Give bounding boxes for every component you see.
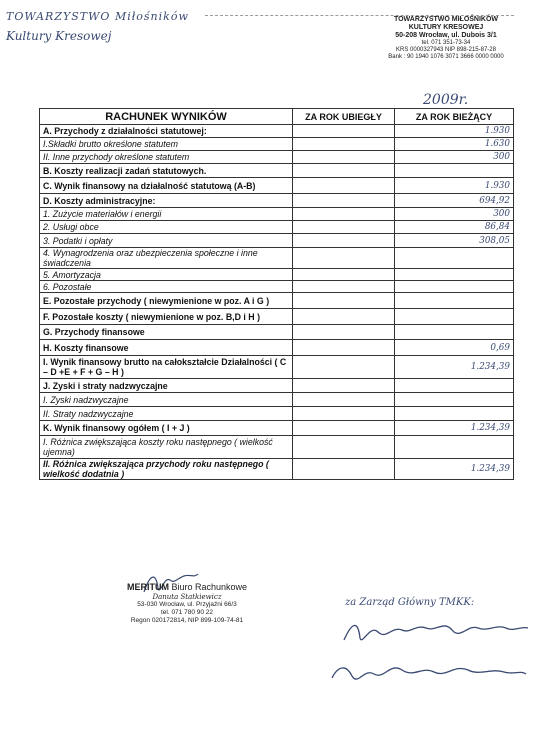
previous-year-value (293, 208, 395, 221)
previous-year-value (293, 125, 395, 138)
row-label: I. Różnica zwiększająca koszty roku następnego ( wielkość ujemna) (40, 436, 293, 459)
table-row (40, 125, 514, 138)
stamp-bank: Bank : 90 1940 1076 3071 3666 0000 0000 (388, 54, 504, 60)
previous-year-value (293, 356, 395, 379)
table-row (40, 421, 514, 436)
row-label: B. Koszty realizacji zadań statutowych. (40, 164, 293, 178)
current-year-value (395, 309, 514, 325)
current-year-value: 308,05 (395, 234, 514, 248)
row-label: K. Wynik finansowy ogółem ( I + J ) (40, 421, 293, 436)
table-row (40, 393, 514, 407)
previous-year-value (293, 221, 395, 234)
row-label: 6. Pozostałe (40, 281, 293, 293)
table-row (40, 269, 514, 281)
org-handwritten-header (6, 10, 236, 43)
row-label: II. Różnica zwiększająca przychody roku następnego ( wielkość dodatnia ) (40, 459, 293, 480)
table-row (40, 248, 514, 269)
current-year-value (395, 164, 514, 178)
org-name-handwritten: TOWARZYSTWO Miłośników (6, 10, 189, 23)
current-year-value: 1.630 (395, 138, 514, 151)
row-label: 3. Podatki i opłaty (40, 234, 293, 248)
table-row (40, 293, 514, 309)
row-label: 2. Usługi obce (40, 221, 293, 234)
income-statement-table (39, 108, 514, 480)
current-year-value (395, 393, 514, 407)
organization-stamp (362, 16, 530, 61)
row-label: E. Pozostałe przychody ( niewymienione w poz. A i G ) (40, 293, 293, 309)
year-note: 2009r. (423, 92, 469, 108)
row-label: II. Straty nadzwyczajne (40, 407, 293, 421)
stamp-line-2: KULTURY KRESOWEJ (408, 24, 484, 31)
current-year-value: 1.234,39 (395, 356, 514, 379)
row-label: G. Przychody finansowe (40, 325, 293, 340)
row-label: D. Koszty administracyjne: (40, 194, 293, 208)
current-year-value: 300 (395, 208, 514, 221)
header-current-year: ZA ROK BIEŻĄCY (395, 109, 514, 125)
table-row (40, 164, 514, 178)
current-year-value: 300 (395, 151, 514, 164)
board-signature-label: za Zarząd Główny TMKK: (345, 597, 475, 608)
row-label: I. Wynik finansowy brutto na całokształcie Działalności ( C – D +E + F + G – H ) (40, 356, 293, 379)
org-subname-handwritten: Kultury Kresowej (6, 29, 112, 43)
header-statement: RACHUNEK WYNIKÓW (40, 109, 293, 125)
table-row (40, 379, 514, 393)
previous-year-value (293, 459, 395, 480)
table-row (40, 325, 514, 340)
previous-year-value (293, 421, 395, 436)
previous-year-value (293, 269, 395, 281)
row-label: I. Zyski nadzwyczajne (40, 393, 293, 407)
current-year-value (395, 248, 514, 269)
current-year-value: 1.234,39 (395, 459, 514, 480)
meritum-regon: Regon 020172814, NIP 899-109-74-81 (130, 617, 244, 624)
table-row (40, 221, 514, 234)
table-row (40, 151, 514, 164)
meritum-address: 53-030 Wrocław, ul. Przyjaźni 66/3 (137, 601, 237, 608)
meritum-phone: tel. 071 780 90 22 (160, 609, 214, 616)
current-year-value: 0,69 (395, 340, 514, 356)
table-row (40, 138, 514, 151)
table-row (40, 356, 514, 379)
current-year-value: 694,92 (395, 194, 514, 208)
previous-year-value (293, 436, 395, 459)
current-year-value (395, 436, 514, 459)
previous-year-value (293, 178, 395, 194)
current-year-value: 86,84 (395, 221, 514, 234)
table-row (40, 234, 514, 248)
table-row (40, 340, 514, 356)
row-label: 4. Wynagrodzenia oraz ubezpieczenia społeczne i inne świadczenia (40, 248, 293, 269)
table-row (40, 208, 514, 221)
previous-year-value (293, 393, 395, 407)
table-row (40, 436, 514, 459)
row-label: H. Koszty finansowe (40, 340, 293, 356)
table-row (40, 407, 514, 421)
row-label: J. Zyski i straty nadzwyczajne (40, 379, 293, 393)
previous-year-value (293, 281, 395, 293)
previous-year-value (293, 407, 395, 421)
table-row (40, 459, 514, 480)
row-label: I.Składki brutto określone statutem (40, 138, 293, 151)
current-year-value (395, 325, 514, 340)
previous-year-value (293, 234, 395, 248)
header-previous-year: ZA ROK UBIEGŁY (293, 109, 395, 125)
previous-year-value (293, 379, 395, 393)
table-row (40, 281, 514, 293)
stamp-line-1: TOWARZYSTWO MIŁOŚNIKÓW (393, 16, 499, 23)
row-label: II. Inne przychody określone statutem (40, 151, 293, 164)
meritum-person: Danuta Statkiewicz (152, 593, 222, 601)
row-label: A. Przychody z działalności statutowej: (40, 125, 293, 138)
stamp-krs-nip: KRS 0000327943 NIP 898-215-87-28 (396, 47, 496, 53)
meritum-stamp (112, 582, 262, 625)
meritum-name: Biuro Rachunkowe (171, 582, 248, 592)
previous-year-value (293, 151, 395, 164)
current-year-value: 1.930 (395, 178, 514, 194)
current-year-value: 1.234,39 (395, 421, 514, 436)
table-row (40, 194, 514, 208)
previous-year-value (293, 340, 395, 356)
previous-year-value (293, 309, 395, 325)
row-label: 1. Zużycie materiałów i energii (40, 208, 293, 221)
previous-year-value (293, 194, 395, 208)
current-year-value (395, 269, 514, 281)
current-year-value: 1.930 (395, 125, 514, 138)
stamp-address: 50-208 Wrocław, ul. Dubois 3/1 (395, 32, 497, 39)
current-year-value (395, 293, 514, 309)
row-label: 5. Amortyzacja (40, 269, 293, 281)
current-year-value (395, 379, 514, 393)
previous-year-value (293, 164, 395, 178)
row-label: F. Pozostałe koszty ( niewymienione w poz. B,D i H ) (40, 309, 293, 325)
stamp-phone: tel. 071 351-73-34 (421, 40, 471, 46)
current-year-value (395, 407, 514, 421)
table-row (40, 178, 514, 194)
previous-year-value (293, 138, 395, 151)
previous-year-value (293, 325, 395, 340)
row-label: C. Wynik finansowy na działalność statutową (A-B) (40, 178, 293, 194)
meritum-brand: MERITUM (126, 582, 169, 592)
table-row (40, 309, 514, 325)
board-signature-2 (328, 656, 528, 697)
previous-year-value (293, 293, 395, 309)
board-signature-1 (340, 616, 530, 655)
previous-year-value (293, 248, 395, 269)
current-year-value (395, 281, 514, 293)
table-header-row (40, 109, 514, 125)
